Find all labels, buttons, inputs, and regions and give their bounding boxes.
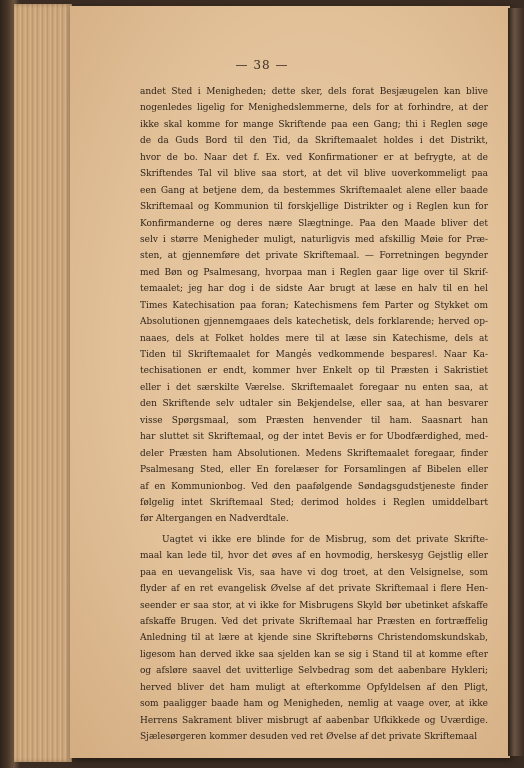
text-line: naaes, dels at Folket holdes mere til at læse sin Katechisme, dels at: [140, 333, 488, 344]
text-line: Skriftendes Tal vil blive saa stort, at det vil blive uoverkommeligt paa: [140, 169, 488, 180]
text-line: Anledning til at lære at kjende sine Skriftebørns Christendomskundskab,: [140, 633, 488, 644]
text-line: sten, at gjennemføre det private Skriftemaal. — Forretningen begynder: [140, 251, 488, 262]
text-line: de da Guds Bord til den Tid, da Skriftemaalet holdes i det Distrikt,: [140, 136, 488, 147]
text-line: eller i det særskilte Værelse. Skriftemaalet foregaar nu enten saa, at: [140, 382, 488, 393]
text-line: følgelig intet Skriftemaal Sted; derimod holdes i Reglen umiddelbart: [140, 497, 488, 508]
text-line: Sjælesørgeren kommer desuden ved ret Øvelse af det private Skriftemaal: [140, 732, 478, 743]
text-line: Absolutionen gjennemgaaes dels katechetisk, dels forklarende; herved op-: [140, 317, 488, 328]
text-line: Times Katechisation paa foran; Katechismens fem Parter og Stykket om: [140, 300, 488, 311]
text-line: Herrens Sakrament bliver misbrugt af aabenbar Ufkikkede og Uværdige.: [140, 715, 488, 726]
text-line: som paaligger baade ham og Menigheden, nemlig at vaage over, at ikke: [140, 699, 488, 710]
text-line: af en Kommunionbog. Ved den paafølgende Søndagsgudstjeneste finder: [140, 481, 488, 492]
text-line: maal kan lede til, hvor det øves af en hovmodig, herskesyg Gejstlig eller: [140, 551, 488, 562]
text-line: har sluttet sit Skriftemaal, og der intet Bevis er for Ubodfærdighed, med-: [140, 432, 488, 443]
text-line: selv i større Menigheder muligt, naturligvis med afskillig Møie for Præ-: [140, 234, 488, 245]
text-line: Tiden til Skriftemaalet for Mange̓s vedkommende besparesǃ. Naar Ka-: [140, 350, 488, 360]
text-line: den Skriftende selv udtaler sin Bekjendelse, eller saa, at han besvarer: [140, 399, 488, 410]
text-line: paa en uevangelisk Vis, saa have vi dog troet, at den Velsignelse, som: [140, 567, 488, 578]
text-line: før Altergangen en Nadverdtale.: [140, 514, 289, 525]
text-line: visse Spørgsmaal, som Præsten henvender til ham. Saasnart han: [140, 415, 488, 426]
page-text: [140, 84, 488, 746]
text-line: Uagtet vi ikke ere blinde for de Misbrug, som det private Skrifte-: [162, 534, 488, 545]
text-line: med Bøn og Psalmesang, hvorpaa man i Reglen gaar lige over til Skrif-: [140, 267, 488, 278]
text-line: Psalmesang Sted, eller En forelæser for Forsamlingen af Bibelen eller: [140, 465, 488, 476]
text-line: flyder af en ret evangelisk Øvelse af det private Skriftemaal i flere Hen-: [140, 584, 488, 595]
book-spine-right: [508, 8, 524, 756]
text-line: een Gang at betjene dem, da bestemmes Skriftemaalet alene eller baade: [140, 185, 488, 196]
text-line: techisationen er endt, kommer hver Enkelt op til Præsten i Sakristiet: [140, 366, 488, 377]
text-line: nogenledes ligelig for Menighedslemmerne, dels for at forhindre, at der: [140, 103, 488, 114]
paragraph-1: [140, 84, 488, 528]
text-line: ikke skal komme for mange Skriftende paa een Gang; thi i Reglen søge: [140, 119, 488, 130]
text-line: Konfirmanderne og deres nære Slægtninge. Paa den Maade bliver det: [140, 218, 488, 229]
text-line: deler Præsten ham Absolutionen. Medens Skriftemaalet foregaar, finder: [140, 448, 488, 459]
page-number: — 38 —: [235, 58, 289, 72]
text-line: andet Sted i Menigheden; dette sker, dels forat Besjæugelen kan blive: [140, 87, 488, 97]
text-line: afskaffe Brugen. Ved det private Skriftemaal har Præsten en fortræffelig: [140, 617, 488, 627]
paragraph-2: [140, 532, 488, 746]
text-line: Skriftemaal og Kommunion til forskjellige Distrikter og i Reglen kun for: [140, 202, 488, 213]
text-line: seender er saa stor, at vi ikke for Misbrugens Skyld bør ubetinket afskaffe: [140, 600, 488, 611]
text-line: og afsløre saavel det uvitterlige Selvbedrag som det aabenbare Hykleri;: [140, 666, 488, 677]
page-edges: [14, 4, 72, 762]
text-line: herved bliver det ham muligt at efterkomme Opfyldelsen af den Pligt,: [140, 682, 488, 693]
text-line: temaalet; jeg har dog i de sidste Aar brugt at læse en halv til en hel: [140, 284, 488, 295]
text-line: hvor de bo. Naar det f. Ex. ved Konfirmationer er at befrygte, at de: [140, 152, 488, 163]
text-line: ligesom han derved ikke saa sjelden kan se sig i Stand til at komme efter: [140, 649, 488, 660]
